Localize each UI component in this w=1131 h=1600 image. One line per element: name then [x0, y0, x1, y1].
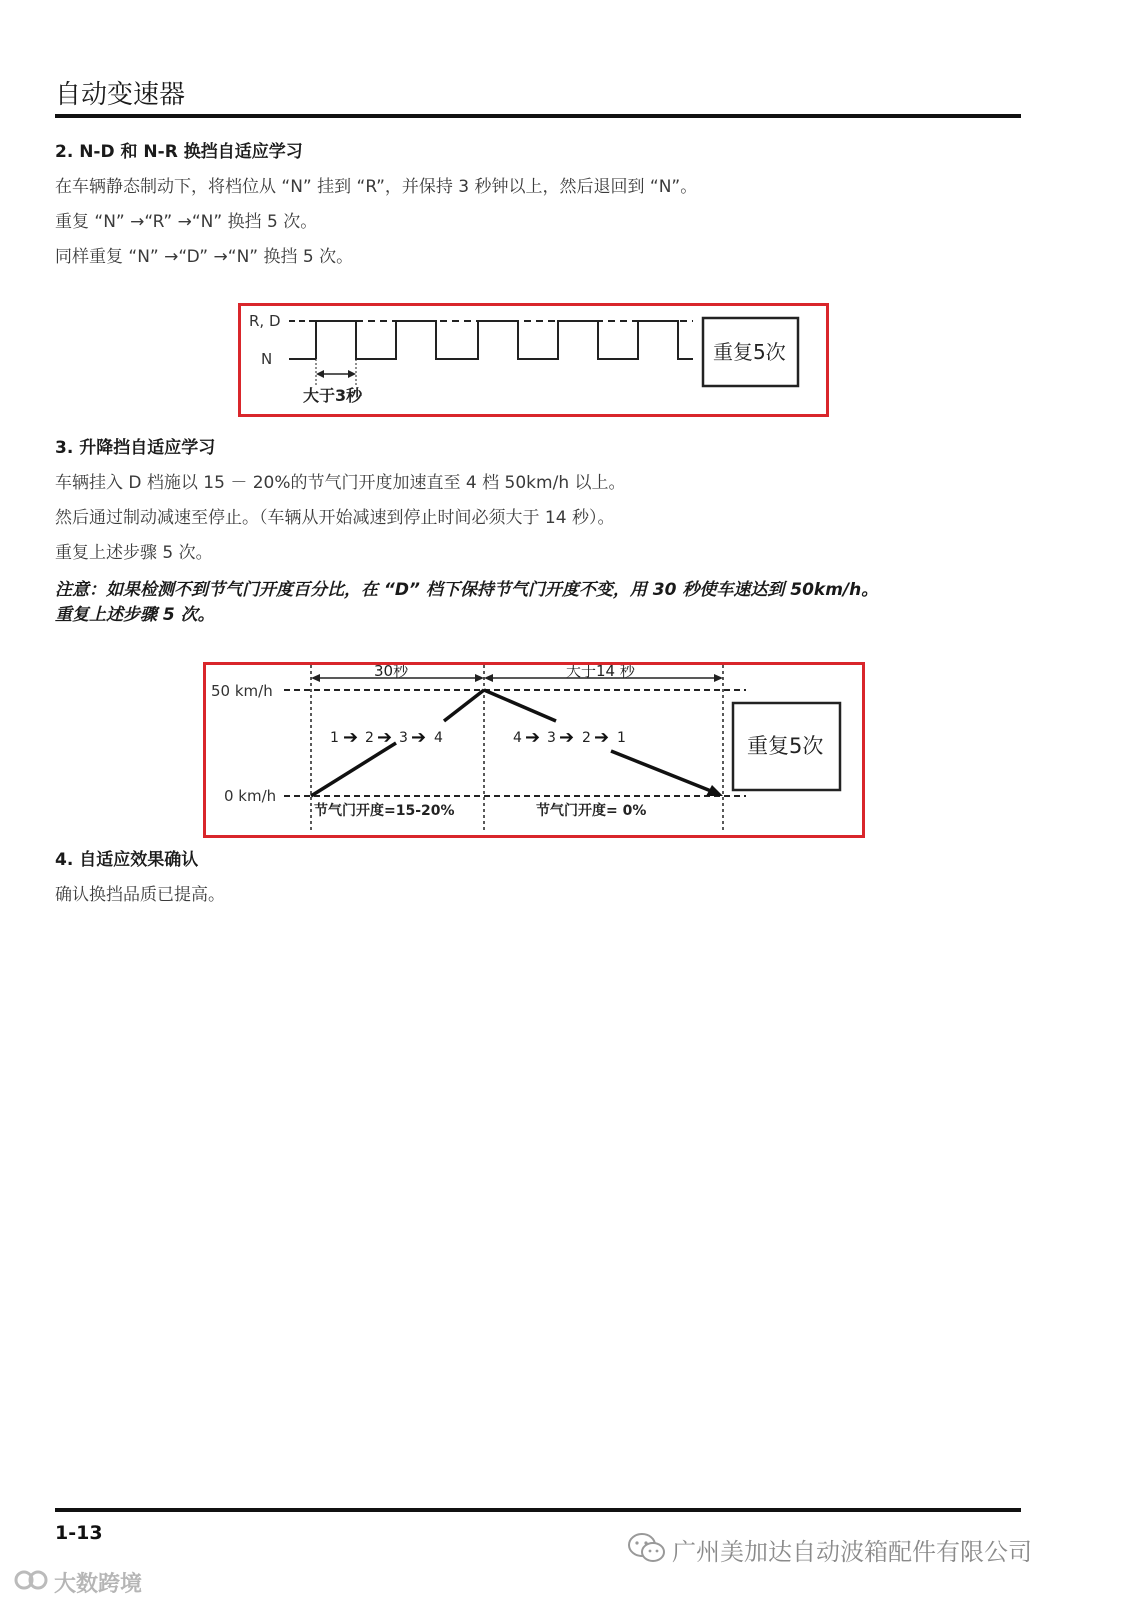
corner-watermark: 大数跨境	[54, 1572, 143, 1597]
shift-waveform	[316, 321, 693, 359]
section-3-line-3: 重复上述步骤 5 次。	[55, 543, 213, 563]
accel-arrow-left	[311, 674, 320, 682]
upshift-arrow-icon: ➔	[377, 727, 393, 748]
section-2-heading: 2. N-D 和 N-R 换挡自适应学习	[55, 142, 303, 162]
accel-time-label: 30秒	[374, 665, 409, 680]
upshift-arrow-icon: ➔	[343, 727, 359, 748]
downshift-gear-4: 4	[513, 730, 522, 746]
accel-ramp-upper	[444, 690, 484, 721]
downshift-arrow-icon: ➔	[594, 727, 610, 748]
downshift-gear-1: 1	[617, 730, 626, 746]
shift-cycle-diagram	[238, 303, 829, 417]
interval-label: 大于3秒	[303, 386, 363, 405]
footer-rule	[55, 1508, 1021, 1512]
speed-profile-svg	[206, 665, 862, 835]
header-rule	[55, 114, 1021, 118]
speed-profile-diagram	[203, 662, 865, 838]
decel-arrow-left	[484, 674, 493, 682]
section-4-heading: 4. 自适应效果确认	[55, 850, 199, 870]
section-3-line-2: 然后通过制动减速至停止。（车辆从开始减速到停止时间必须大于 14 秒）。	[55, 508, 615, 528]
label-rd: R, D	[249, 312, 281, 330]
accel-arrow-right	[475, 674, 484, 682]
section-2-line-2: 重复 “N” →“R” →“N” 换挡 5 次。	[55, 212, 318, 232]
upshift-gear-3: 3	[399, 730, 408, 746]
downshift-arrow-icon: ➔	[559, 727, 575, 748]
accel-ramp-lower	[311, 743, 396, 796]
company-watermark: 广州美加达自动波箱配件有限公司	[672, 1538, 1032, 1566]
section-3-heading: 3. 升降挡自适应学习	[55, 438, 216, 458]
downshift-gear-3: 3	[547, 730, 556, 746]
wechat-icon	[627, 1532, 667, 1564]
interval-arrow-right	[348, 370, 356, 378]
note-line-1: 注意：如果检测不到节气门开度百分比，在 “D” 档下保持节气门开度不变，用 30 秒使车速达到 50km/h。	[55, 580, 879, 600]
page-header-title: 自动变速器	[55, 80, 186, 110]
section-2-line-3: 同样重复 “N” →“D” →“N” 换挡 5 次。	[55, 247, 354, 267]
upshift-gear-4: 4	[434, 730, 443, 746]
zero-speed-label: 0 km/h	[224, 787, 277, 805]
corner-logo-icon	[14, 1566, 48, 1594]
interval-arrow-left	[316, 370, 324, 378]
page-number: 1-13	[55, 1522, 103, 1544]
upshift-arrow-icon: ➔	[411, 727, 427, 748]
decel-time-label: 大于14 秒	[566, 665, 635, 680]
decel-ramp-upper	[484, 690, 556, 721]
throttle-accel-label: 节气门开度=15-20%	[314, 803, 455, 819]
upshift-gear-2: 2	[365, 730, 374, 746]
label-n: N	[261, 350, 273, 368]
note-line-2: 重复上述步骤 5 次。	[55, 605, 215, 625]
top-speed-label: 50 km/h	[211, 682, 273, 700]
throttle-decel-label: 节气门开度= 0%	[536, 803, 647, 819]
downshift-arrow-icon: ➔	[525, 727, 541, 748]
decel-arrow-right	[714, 674, 723, 682]
upshift-gear-1: 1	[330, 730, 339, 746]
downshift-gear-2: 2	[582, 730, 591, 746]
section-4-line: 确认换挡品质已提高。	[55, 885, 225, 905]
repeat-label: 重复5次	[713, 340, 786, 364]
section-3-line-1: 车辆挂入 D 档施以 15 － 20%的节气门开度加速直至 4 档 50km/h 以上。	[55, 473, 626, 493]
repeat-label-2: 重复5次	[747, 734, 824, 758]
shift-cycle-svg	[241, 306, 826, 414]
section-2-line-1: 在车辆静态制动下，将档位从 “N” 挂到 “R”，并保持 3 秒钟以上，然后退回到 “N”。	[55, 177, 698, 197]
decel-ramp-lower	[611, 751, 716, 793]
